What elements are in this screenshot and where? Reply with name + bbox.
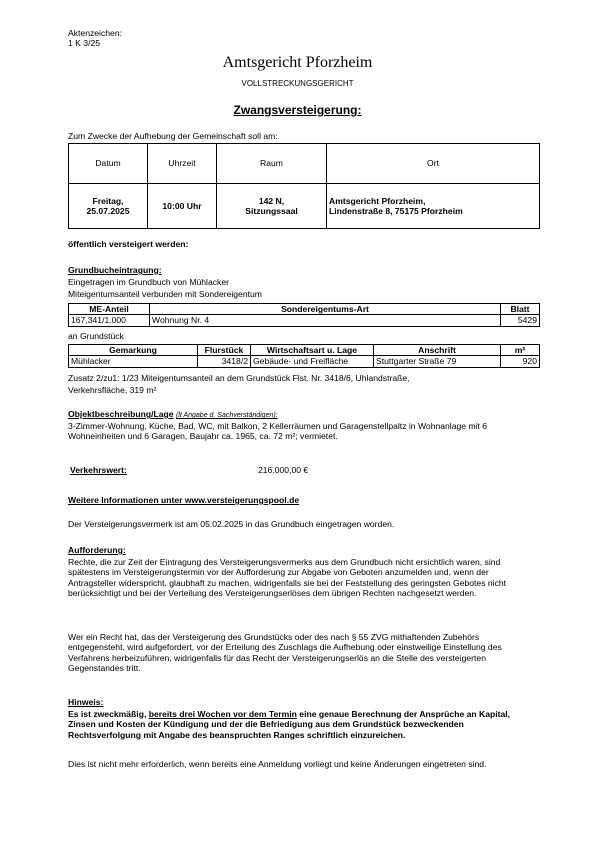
termin-row — [69, 184, 540, 229]
termin-ort — [327, 184, 540, 229]
grundbuch-line1: Eingetragen im Grundbuch von Mühlacker — [68, 277, 229, 287]
anschrift-header: Anschrift — [374, 345, 501, 356]
termin-header-uhrzeit: Uhrzeit — [148, 144, 217, 184]
aktenzeichen — [68, 28, 122, 49]
termin-table — [68, 143, 540, 229]
termin-header-raum: Raum — [217, 144, 327, 184]
me-anteil-table — [68, 303, 540, 327]
me-anteil-header-row — [69, 304, 540, 315]
verkehrswert-label: Verkehrswert: — [70, 465, 127, 475]
objekt-heading-line — [68, 409, 278, 421]
hinweis-bold-underlined: bereits drei Wochen vor dem Termin — [148, 709, 297, 719]
an-grundstueck-label: an Grundstück — [68, 331, 124, 341]
hinweis-normal-text: Dies ist nicht mehr erforderlich, wenn bereits eine Anmeldung vorliegt und keine Änderungen eingetreten sind. — [68, 759, 487, 769]
termin-datum-line1: Freitag, — [92, 195, 124, 206]
grundbuch-line2: Miteigentumsanteil verbunden mit Sondereigentum — [68, 289, 262, 299]
termin-header-ort: Ort — [327, 144, 540, 184]
sondereigentum-value: Wohnung Nr. 4 — [150, 315, 501, 326]
document-title: Zwangsversteigerung: — [233, 103, 362, 117]
hinweis-bold-text — [68, 709, 528, 740]
termin-ort-line2: Lindenstraße 8, 75175 Pforzheim — [329, 206, 463, 216]
termin-datum-line2: 25.07.2025 — [86, 206, 130, 216]
court-subtitle: VOLLSTRECKUNGSGERICHT — [241, 79, 354, 88]
flurstueck-header: Flurstück — [198, 345, 251, 356]
termin-datum — [69, 184, 148, 229]
aufforderung-paragraph2: Wer ein Recht hat, das der Versteigerung des Grundstücks oder des nach § 55 ZVG mithaftenden Zubehörs entgegensteht, wird aufgefordert, vor der Erteilung des Zuschlags die Aufhebung oder einstweilige Einstellung des Verfahrens herbeizuführen, widrigenfalls für das Recht der Versteigerungserlös an die Stelle des versteigerten Gegenstandes tritt. — [68, 632, 502, 674]
termin-raum — [217, 184, 327, 229]
me-anteil-row — [69, 315, 540, 326]
verkehrswert-value: 216.000,00 € — [258, 465, 309, 475]
blatt-value: 5429 — [501, 315, 540, 326]
gemarkung-value: Mühlacker — [69, 356, 198, 367]
objekt-heading: Objektbeschreibung/Lage — [68, 409, 174, 419]
zusatz-line2: Verkehrsfläche, 319 m² — [68, 385, 157, 395]
termin-header-datum: Datum — [69, 144, 148, 184]
flaeche-header: m² — [501, 345, 540, 356]
hinweis-heading: Hinweis: — [68, 697, 104, 707]
termin-raum-line1: 142 N, — [258, 195, 285, 206]
objekt-heading-note: (lt Angabe d. Sachverständigen): — [175, 412, 278, 419]
court-name: Amtsgericht Pforzheim — [222, 54, 373, 71]
termin-header-row — [69, 144, 540, 184]
aktenzeichen-label: Aktenzeichen: — [68, 28, 122, 38]
zusatz-line1: Zusatz 2/zu1: 1/23 Miteigentumsanteil an dem Grundstück Flst. Nr. 3418/6, Uhlandstraße, — [68, 373, 410, 383]
termin-ort-line1: Amtsgericht Pforzheim, — [329, 195, 426, 206]
blatt-header: Blatt — [501, 304, 540, 315]
gemarkung-header: Gemarkung — [69, 345, 198, 356]
objekt-text: 3-Zimmer-Wohnung, Küche, Bad, WC, mit Balkon, 2 Kellerräumen und Garagenstellpaltz in Wohnanlage mit 6 Wohneinheiten und 6 Garagen, Baujahr ca. 1965, ca. 72 m²; vermietet. — [68, 421, 488, 442]
aktenzeichen-value: 1 K 3/25 — [68, 38, 101, 49]
intro-text: Zum Zwecke der Aufhebung der Gemeinschaft soll am: — [68, 131, 278, 141]
wirtschaftsart-header: Wirtschaftsart u. Lage — [251, 345, 374, 356]
grundstueck-table — [68, 344, 540, 368]
weitere-informationen: Weitere Informationen unter www.versteigerungspool.de — [68, 495, 300, 505]
vermerk-text: Der Versteigerungsvermerk ist am 05.02.2025 in das Grundbuch eingetragen worden. — [68, 519, 395, 529]
grundbuch-heading: Grundbucheintragung: — [68, 265, 162, 275]
termin-raum-line2: Sitzungssaal — [245, 206, 298, 216]
versteigert-text: öffentlich versteigert werden: — [68, 239, 189, 249]
aufforderung-heading: Aufforderung: — [68, 545, 126, 555]
flaeche-value: 920 — [501, 356, 540, 367]
sondereigentum-header: Sondereigentums-Art — [150, 304, 501, 315]
hinweis-bold-b: eine genaue Berechnung der Ansprüche an Kapital, Zinsen und Kosten der Kündigung und der die Befriedigung aus dem Grundstück bezweckenden Rechtsverfolgung mit Angabe des beanspruchten Ranges schriftlich einzureichen. — [68, 709, 511, 740]
grundstueck-row — [69, 356, 540, 367]
anschrift-value: Stuttgarter Straße 79 — [374, 356, 501, 367]
termin-uhrzeit: 10:00 Uhr — [148, 184, 217, 229]
grundstueck-header-row — [69, 345, 540, 356]
wirtschaftsart-value: Gebäude- und Freifläche — [251, 356, 374, 367]
flurstueck-value: 3418/2 — [198, 356, 251, 367]
me-anteil-value: 167,341/1.000 — [69, 315, 150, 326]
hinweis-bold-a: Es ist zweckmäßig, — [68, 709, 149, 719]
aufforderung-paragraph1: Rechte, die zur Zeit der Eintragung des Versteigerungsvermerks aus dem Grundbuch nicht ersichtlich waren, sind spätestens im Versteigerungstermin vor der Aufforderung zur Abgabe von Geboten anzumelden und, wenn der Antragsteller widerspricht, glaubhaft zu machen, widrigenfalls sie bei der Feststellung des geringsten Gebotes nicht berücksichtigt und bei der Verteilung des Versteigerungserlöses dem übrigen Rechten nachgesetzt werden. — [68, 557, 507, 599]
me-anteil-header: ME-Anteil — [69, 304, 150, 315]
